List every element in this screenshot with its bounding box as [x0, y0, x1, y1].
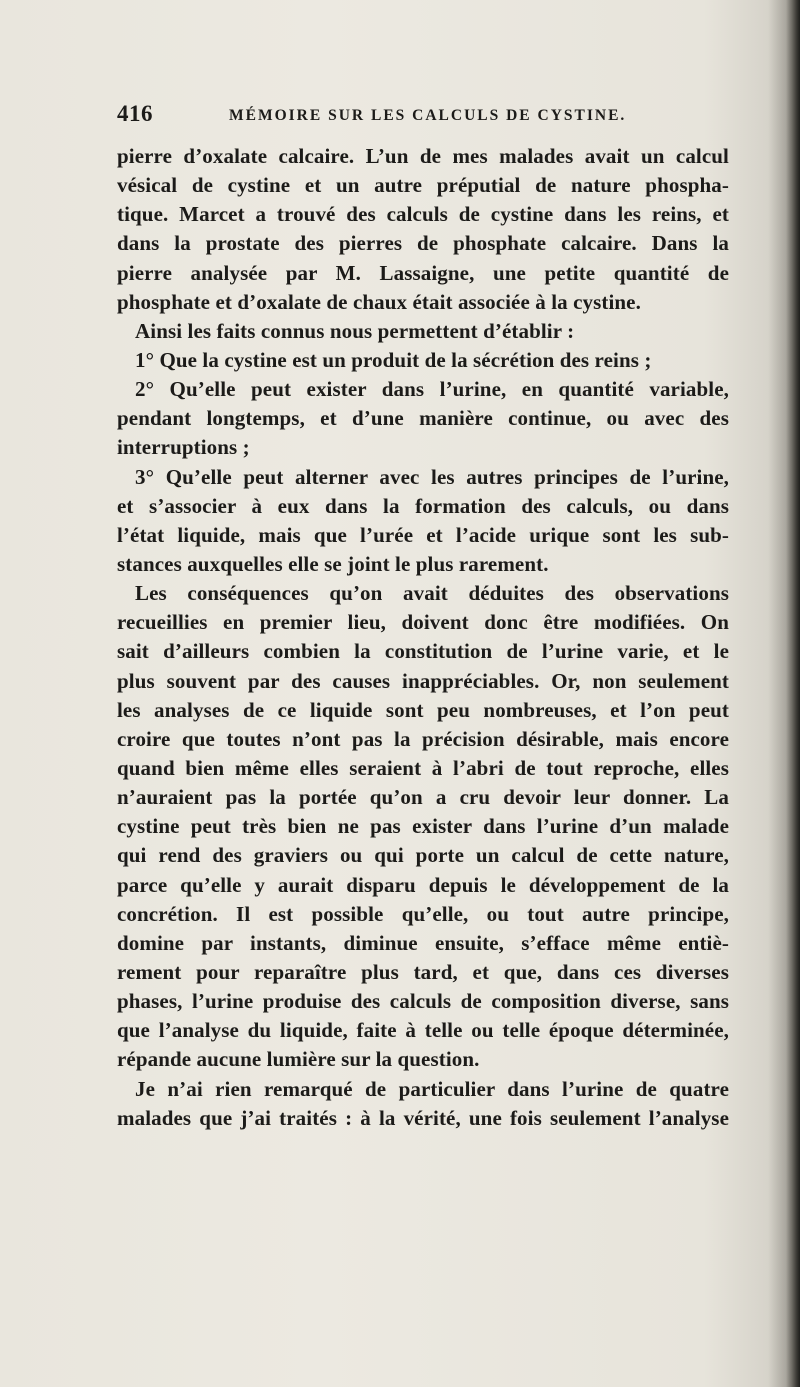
text-line: phases, l’urine produise des calculs de composition diverse, sans	[117, 989, 729, 1014]
text-line: interruptions ;	[117, 435, 250, 460]
text-line: vésical de cystine et un autre préputial de nature phospha-	[117, 173, 729, 198]
text-line: 2° Qu’elle peut exister dans l’urine, en quantité variable,	[135, 377, 729, 402]
text-line: plus souvent par des causes inappréciables. Or, non seulement	[117, 668, 729, 693]
text-line: 1° Que la cystine est un produit de la sécrétion des reins ;	[135, 347, 652, 372]
text-line: sait d’ailleurs combien la constitution de l’urine varie, et le	[117, 639, 729, 664]
text-line: l’état liquide, mais que l’urée et l’acide urique sont les sub-	[117, 522, 729, 547]
text-line: qui rend des graviers ou qui porte un calcul de cette nature,	[117, 843, 729, 868]
text-line: pierre d’oxalate calcaire. L’un de mes malades avait un calcul	[117, 144, 729, 168]
text-line: dans la prostate des pierres de phosphate calcaire. Dans la	[117, 231, 729, 256]
text-line: et s’associer à eux dans la formation des calculs, ou dans	[117, 493, 729, 518]
text-line: cystine peut très bien ne pas exister dans l’urine d’un malade	[117, 814, 729, 839]
text-line: pierre analysée par M. Lassaigne, une petite quantité de	[117, 260, 729, 285]
text-line: Les conséquences qu’on avait déduites des observations	[135, 581, 729, 606]
text-line: n’auraient pas la portée qu’on a cru devoir leur donner. La	[117, 785, 729, 810]
text-line: rement pour reparaître plus tard, et que, dans ces diverses	[117, 959, 729, 984]
text-line: concrétion. Il est possible qu’elle, ou tout autre principe,	[117, 901, 729, 926]
text-line: malades que j’ai traités : à la vérité, une fois seulement l’analyse	[117, 1105, 729, 1130]
text-line: Ainsi les faits connus nous permettent d’établir :	[135, 318, 575, 343]
running-title: MÉMOIRE SUR LES CALCULS DE CYSTINE.	[229, 107, 627, 124]
text-line: domine par instants, diminue ensuite, s’efface même entiè-	[117, 930, 729, 955]
text-line: tique. Marcet a trouvé des calculs de cystine dans les reins, et	[117, 202, 729, 227]
text-line: les analyses de ce liquide sont peu nombreuses, et l’on peut	[117, 697, 729, 722]
text-line: 3° Qu’elle peut alterner avec les autres principes de l’urine,	[135, 464, 729, 489]
text-line: croire que toutes n’ont pas la précision désirable, mais encore	[117, 726, 729, 751]
text-line: quand bien même elles seraient à l’abri de tout reproche, elles	[117, 755, 729, 780]
text-line: répande aucune lumière sur la question.	[117, 1047, 480, 1072]
page-edge-shadow	[786, 0, 800, 1387]
page-header	[117, 101, 725, 131]
text-line: Je n’ai rien remarqué de particulier dans l’urine de quatre	[135, 1076, 729, 1101]
text-line: stances auxquelles elle se joint le plus rarement.	[117, 551, 549, 576]
text-line: parce qu’elle y aurait disparu depuis le développement de la	[117, 872, 729, 897]
text-line: que l’analyse du liquide, faite à telle ou telle époque déterminée,	[117, 1018, 729, 1043]
text-line: phosphate et d’oxalate de chaux était associée à la cystine.	[117, 289, 641, 314]
text-line: pendant longtemps, et d’une manière continue, ou avec des	[117, 406, 729, 431]
text-line: recueillies en premier lieu, doivent donc être modifiées. On	[117, 610, 729, 635]
body-text	[117, 142, 729, 1133]
page-number: 416	[117, 101, 153, 126]
